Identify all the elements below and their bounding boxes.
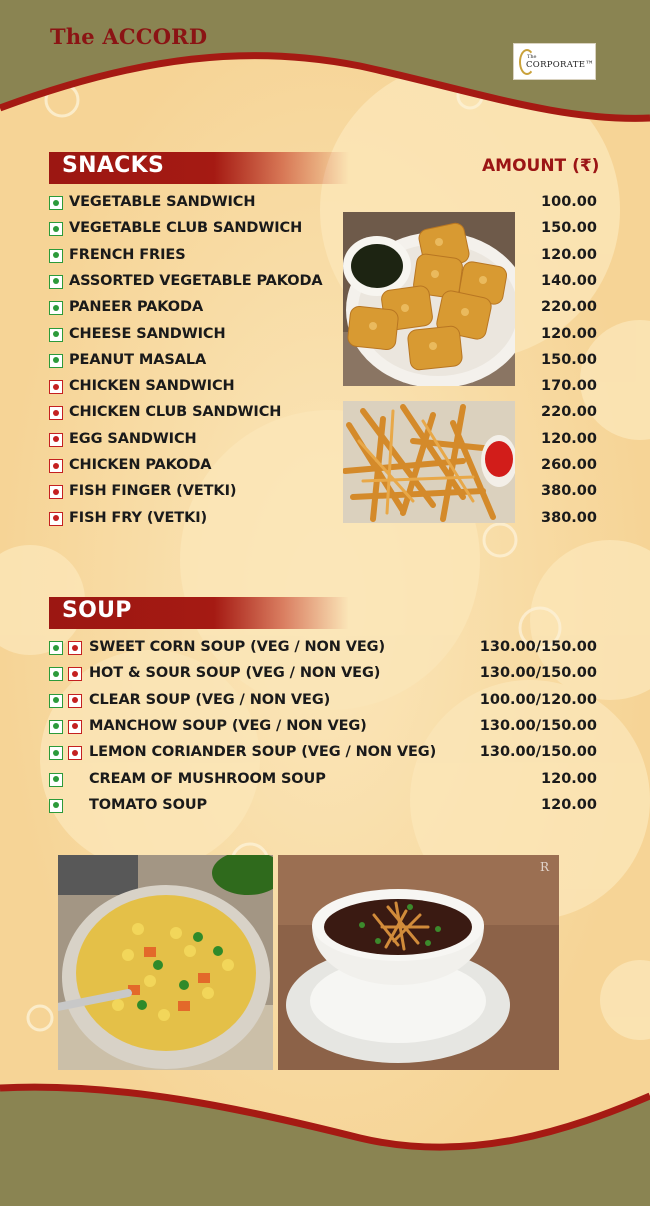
veg-mark-icon (49, 641, 63, 655)
soup-item-name: LEMON CORIANDER SOUP (VEG / NON VEG) (89, 744, 437, 761)
snacks-heading-bar (49, 152, 349, 184)
snacks-item-row (49, 430, 601, 452)
snacks-item-name: CHICKEN SANDWICH (69, 378, 235, 395)
svg-text:R: R (540, 860, 550, 874)
snacks-item-row (49, 246, 601, 268)
soup-item-price: 130.00/150.00 (479, 717, 597, 734)
non-veg-mark-icon (68, 667, 82, 681)
snacks-item-row (49, 272, 601, 294)
veg-mark-icon (49, 275, 63, 289)
non-veg-mark-icon (49, 380, 63, 394)
non-veg-mark-icon (49, 459, 63, 473)
veg-mark-icon (49, 667, 63, 681)
soup-item-price: 130.00/150.00 (479, 665, 597, 682)
veg-mark-icon (49, 249, 63, 263)
veg-mark-icon (49, 746, 63, 760)
veg-mark-icon (49, 354, 63, 368)
restaurant-title: The ACCORD (50, 24, 208, 49)
snacks-heading: SNACKS (62, 153, 165, 178)
snacks-item-price: 120.00 (541, 246, 597, 263)
soup-item-row (49, 691, 601, 713)
snacks-item-row (49, 193, 601, 215)
snacks-item-row (49, 298, 601, 320)
non-veg-mark-icon (68, 746, 82, 760)
soup-item-price: 130.00/150.00 (479, 744, 597, 761)
snacks-item-price: 120.00 (541, 430, 597, 447)
snacks-item-row (49, 325, 601, 347)
snacks-item-name: VEGETABLE SANDWICH (69, 194, 256, 210)
snacks-item-price: 380.00 (541, 483, 597, 500)
soup-item-price: 130.00/150.00 (479, 639, 597, 655)
snacks-item-name: CHICKEN PAKODA (69, 457, 212, 473)
snacks-item-row (49, 351, 601, 373)
snacks-item-row (49, 403, 601, 425)
soup-item-row (49, 796, 601, 818)
snacks-item-name: CHICKEN CLUB SANDWICH (69, 404, 282, 421)
soup-item-name: CREAM OF MUSHROOM SOUP (89, 770, 326, 787)
soup-item-price: 120.00 (541, 770, 597, 787)
soup-item-name: HOT & SOUR SOUP (VEG / NON VEG) (89, 665, 381, 682)
snacks-item-row (49, 482, 601, 504)
logo-name: CORPORATE™ (526, 60, 595, 70)
sweet-corn-soup-photo (58, 855, 273, 1070)
non-veg-mark-icon (68, 694, 82, 708)
snacks-item-price: 380.00 (541, 509, 597, 526)
soup-item-name: MANCHOW SOUP (VEG / NON VEG) (89, 717, 367, 734)
snacks-item-price: 220.00 (541, 404, 597, 421)
snacks-item-name: FISH FRY (VETKI) (69, 509, 208, 526)
soup-item-name: SWEET CORN SOUP (VEG / NON VEG) (89, 639, 385, 655)
snacks-item-price: 150.00 (541, 220, 597, 237)
snacks-item-row (49, 219, 601, 241)
veg-mark-icon (49, 773, 63, 787)
non-veg-mark-icon (49, 512, 63, 526)
pakoda-photo (343, 212, 515, 386)
snacks-item-row (49, 377, 601, 399)
snacks-item-price: 100.00 (541, 194, 597, 210)
veg-mark-icon (49, 222, 63, 236)
snacks-item-name: FRENCH FRIES (69, 246, 186, 263)
snacks-item-price: 170.00 (541, 378, 597, 395)
soup-item-row (49, 664, 601, 686)
logo-small-text: The (527, 54, 537, 60)
snacks-item-price: 120.00 (541, 325, 597, 342)
soup-item-price: 120.00 (541, 796, 597, 813)
non-veg-mark-icon (68, 720, 82, 734)
soup-item-price: 100.00/120.00 (479, 691, 597, 708)
snacks-item-row (49, 456, 601, 478)
soup-item-row (49, 638, 601, 660)
soup-item-name: CLEAR SOUP (VEG / NON VEG) (89, 691, 331, 708)
snacks-item-price: 150.00 (541, 351, 597, 368)
veg-mark-icon (49, 694, 63, 708)
soup-heading-bar (49, 597, 349, 629)
soup-heading: SOUP (62, 598, 132, 623)
soup-item-row (49, 743, 601, 765)
snacks-item-name: EGG SANDWICH (69, 430, 197, 447)
snacks-item-row (49, 509, 601, 531)
snacks-item-price: 260.00 (541, 457, 597, 473)
soup-item-name: TOMATO SOUP (89, 796, 208, 813)
snacks-item-price: 220.00 (541, 299, 597, 316)
veg-mark-icon (49, 196, 63, 210)
non-veg-mark-icon (68, 641, 82, 655)
french-fries-photo (343, 401, 515, 523)
corporate-logo (513, 43, 596, 80)
soup-item-row (49, 770, 601, 792)
veg-mark-icon (49, 301, 63, 315)
snacks-item-name: CHEESE SANDWICH (69, 325, 226, 342)
amount-heading: AMOUNT (₹) (482, 156, 600, 176)
non-veg-mark-icon (49, 406, 63, 420)
non-veg-mark-icon (49, 485, 63, 499)
snacks-item-name: PEANUT MASALA (69, 351, 207, 368)
soup-item-row (49, 717, 601, 739)
snacks-item-name: PANEER PAKODA (69, 299, 204, 316)
snacks-item-price: 140.00 (541, 272, 597, 289)
veg-mark-icon (49, 799, 63, 813)
non-veg-mark-icon (49, 433, 63, 447)
manchow-soup-photo (278, 855, 559, 1070)
veg-mark-icon (49, 720, 63, 734)
snacks-item-name: ASSORTED VEGETABLE PAKODA (69, 272, 323, 289)
snacks-item-name: VEGETABLE CLUB SANDWICH (69, 220, 303, 237)
snacks-item-name: FISH FINGER (VETKI) (69, 483, 237, 500)
veg-mark-icon (49, 328, 63, 342)
